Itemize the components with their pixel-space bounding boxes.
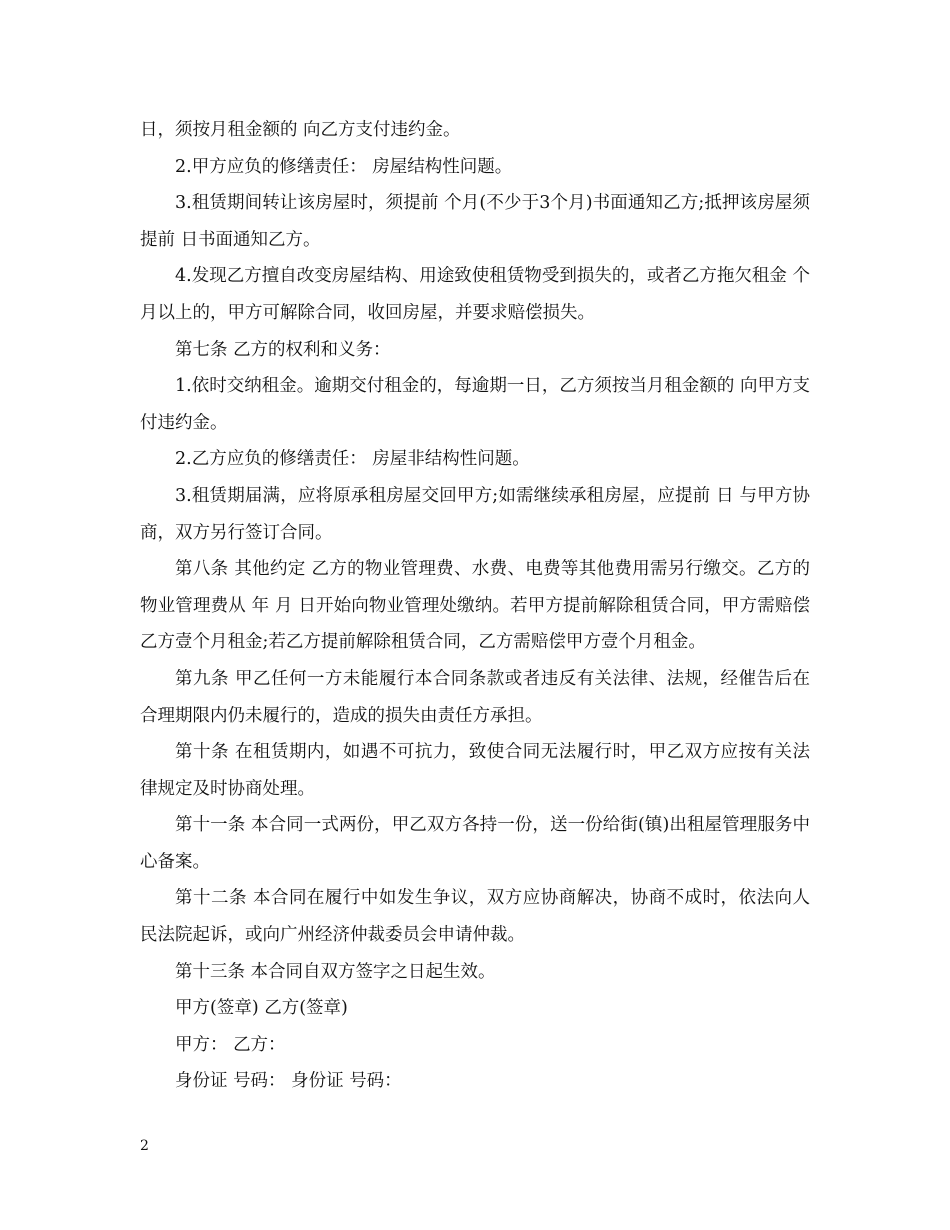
id-number-line: 身份证 号码： 身份证 号码： xyxy=(175,1071,402,1092)
signature-line: 甲方(签章) 乙方(签章) xyxy=(175,998,348,1019)
document-body xyxy=(140,112,810,1100)
paragraph-tenant-repair: 2.乙方应负的修缮责任： 房屋非结构性问题。 xyxy=(175,449,530,470)
paragraph-article-12: 第十二条 本合同在履行中如发生争议，双方应协商解决，协商不成时，依法向人民法院起诉，或向广州经济仲裁委员会申请仲裁。 xyxy=(140,888,810,946)
paragraph-transfer-notice: 3.租赁期间转让该房屋时，须提前 个月(不少于3个月)书面通知乙方;抵押该房屋须提前 日书面通知乙方。 xyxy=(140,193,810,250)
paragraph-termination: 4.发现乙方擅自改变房屋结构、用途致使租赁物受到损失的，或者乙方拖欠租金 个月以上的，甲方可解除合同，收回房屋，并要求赔偿损失。 xyxy=(140,266,810,323)
paragraph-article-11: 第十一条 本合同一式两份，甲乙双方各持一份，送一份给街(镇)出租屋管理服务中心备案。 xyxy=(140,815,810,872)
paragraph-landlord-repair: 2.甲方应负的修缮责任： 房屋结构性问题。 xyxy=(175,156,513,177)
paragraph-lease-expiry: 3.租赁期届满，应将原承租房屋交回甲方;如需继续承租房屋，应提前 日 与甲方协商，双方另行签订合同。 xyxy=(140,485,810,543)
party-names-line: 甲方： 乙方： xyxy=(175,1034,286,1055)
heading-article-7: 第七条 乙方的权利和义务： xyxy=(175,339,391,360)
paragraph-rent-payment: 1.依时交纳租金。逾期交付租金的，每逾期一日，乙方须按当月租金额的 向甲方支付违约金。 xyxy=(140,376,810,433)
paragraph-article-10: 第十条 在租赁期内，如遇不可抗力，致使合同无法履行时，甲乙双方应按有关法律规定及时协商处理。 xyxy=(140,742,810,799)
paragraph-article-9: 第九条 甲乙任何一方未能履行本合同条款或者违反有关法律、法规，经催告后在合理期限内仍未履行的，造成的损失由责任方承担。 xyxy=(140,668,810,726)
page-number: 2 xyxy=(140,1138,149,1154)
paragraph-continuation: 日，须按月租金额的 向乙方支付违约金。 xyxy=(140,120,461,140)
paragraph-article-13: 第十三条 本合同自双方签字之日起生效。 xyxy=(175,961,496,982)
paragraph-article-8: 第八条 其他约定 乙方的物业管理费、水费、电费等其他费用需另行缴交。乙方的物业管理费从 年 月 日开始向物业管理处缴纳。若甲方提前解除租赁合同，甲方需赔偿乙方壹个月租金;若乙方提前解除租赁合同，乙方需赔偿甲方壹个月租金。 xyxy=(140,559,810,653)
